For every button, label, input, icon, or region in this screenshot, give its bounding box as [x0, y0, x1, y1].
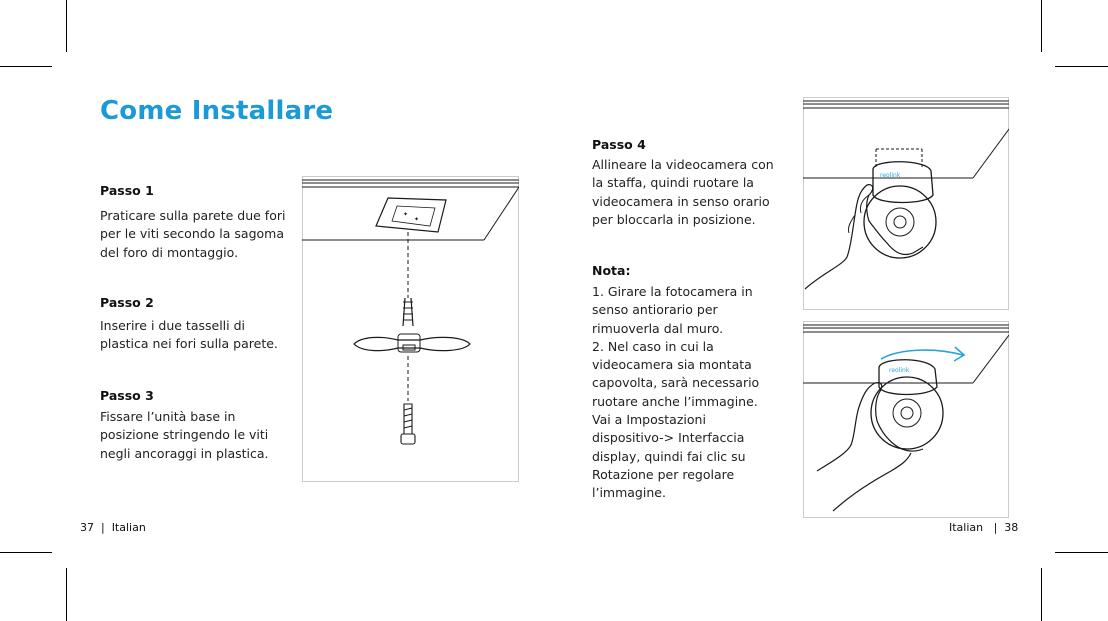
step-2-text: Inserire i due tasselli di plastica nei fori sulla parete. — [100, 318, 278, 352]
crop-mark — [1041, 568, 1042, 621]
crop-mark — [1041, 0, 1042, 52]
step-1-text: Praticare sulla parete due fori per le viti secondo la sagoma del foro di montaggio. — [100, 208, 286, 260]
crop-mark — [0, 66, 52, 67]
note-heading: Nota: — [592, 263, 631, 278]
step-1-heading: Passo 1 — [100, 183, 154, 198]
step-4-text: Allineare la videocamera con la staffa, quindi ruotare la videocamera in senso orario per bloccarla in posizione. — [592, 157, 774, 227]
crop-mark — [66, 568, 67, 621]
svg-text:✦: ✦ — [403, 211, 409, 218]
page-number-right: Italian | 38 — [949, 521, 1019, 534]
page-title: Come Installare — [100, 96, 334, 126]
svg-text:✦: ✦ — [414, 216, 420, 223]
crop-mark — [1055, 66, 1108, 67]
crop-mark — [0, 552, 52, 553]
align-illustration — [803, 97, 1009, 310]
step-3-text: Fissare l’unità base in posizione stringendo le viti negli ancoraggi in plastica. — [100, 409, 269, 461]
svg-text:reolink: reolink — [889, 367, 910, 374]
mount-illustration — [302, 176, 519, 482]
svg-text:reolink: reolink — [880, 172, 901, 179]
step-4-heading: Passo 4 — [592, 137, 646, 152]
crop-mark — [66, 0, 67, 52]
note-text: 1. Girare la fotocamera in senso antiorario per rimuoverla dal muro. 2. Nel caso in cui la videocamera sia montata capovolta, sarà necessario ruotare anche l’immagine. Vai a Impostazioni dispositivo-> Interfaccia display, quindi fai clic su Rotazione per regolare l’immagine. — [592, 284, 760, 501]
crop-mark — [1055, 552, 1108, 553]
rotate-illustration — [803, 321, 1009, 518]
step-3-heading: Passo 3 — [100, 388, 154, 403]
page-number-left: 37 | Italian — [80, 521, 146, 534]
step-2-heading: Passo 2 — [100, 295, 154, 310]
